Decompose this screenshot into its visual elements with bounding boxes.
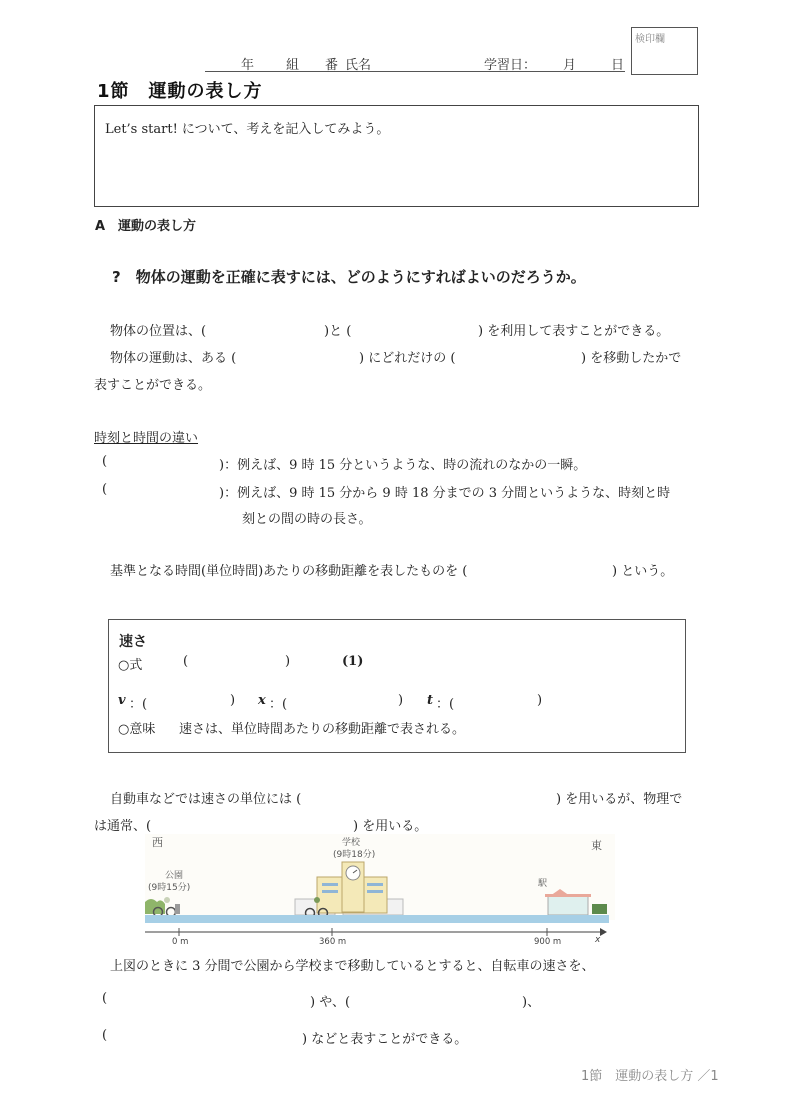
station-label: 駅 bbox=[538, 879, 548, 889]
speed-def-text-a: 基準となる時間(単位時間)あたりの移動距離を表したものを ( bbox=[110, 564, 468, 579]
time-row2-cont: 刻との間の時の長さ。 bbox=[242, 512, 372, 527]
units-text-2b: ) を用いる。 bbox=[353, 819, 428, 834]
time-row2-text: )：例えば、9 時 15 分から 9 時 18 分までの 3 分間というような、時刻と時 bbox=[219, 486, 671, 501]
meaning-label: ○意味 bbox=[118, 722, 156, 737]
time-section-heading: 時刻と時間の違い bbox=[94, 431, 199, 446]
motion-text-2c: ) を移動したかで bbox=[581, 351, 682, 366]
question-heading: ? 物体の運動を正確に表すには、どのようにすればよいのだろうか。 bbox=[112, 268, 586, 286]
time-row2-open: ( bbox=[102, 482, 108, 497]
formula-close: ) bbox=[285, 654, 291, 669]
stamp-label: 検印欄 bbox=[635, 34, 665, 45]
example-text-3b: ) などと表すことができる。 bbox=[302, 1032, 468, 1047]
units-text-1b: ) を用いるが、物理で bbox=[556, 792, 683, 807]
park-time: (9時15分) bbox=[148, 883, 191, 893]
x-axis-arrow-icon bbox=[600, 928, 607, 936]
speed-box-title: 速さ bbox=[119, 634, 147, 650]
school-label: 学校 bbox=[342, 838, 361, 848]
page-footer: 1節 運動の表し方 ／1 bbox=[581, 1069, 719, 1084]
x-symbol: x bbox=[258, 693, 266, 708]
axis-label-x: x bbox=[595, 935, 601, 945]
speed-definition-box bbox=[108, 619, 686, 753]
year-label: 年 bbox=[241, 58, 255, 73]
position-text-1b: )と ( bbox=[324, 324, 352, 339]
t-open: ：( bbox=[436, 697, 455, 712]
x-close: ) bbox=[398, 693, 404, 708]
v-open: ：( bbox=[129, 697, 148, 712]
example-text-2c: )、 bbox=[522, 995, 541, 1010]
motion-text-3: 表すことができる。 bbox=[94, 378, 212, 393]
tick-label-360: 360 m bbox=[319, 937, 347, 946]
month-label: 月 bbox=[563, 58, 577, 73]
park-label: 公園 bbox=[165, 871, 184, 881]
motion-text-2a: 物体の運動は、ある ( bbox=[110, 351, 237, 366]
example-text-2a: ( bbox=[102, 991, 108, 1006]
tick-label-0: 0 m bbox=[172, 937, 189, 946]
motion-figure bbox=[145, 834, 615, 946]
speed-def-text-b: ) という。 bbox=[612, 564, 674, 579]
header-underline bbox=[205, 71, 625, 72]
lets-start-prompt: Let’s start! について、考えを記入してみよう。 bbox=[105, 122, 390, 137]
section-a-heading: A 運動の表し方 bbox=[95, 219, 197, 234]
road bbox=[145, 915, 609, 923]
t-symbol: t bbox=[427, 693, 434, 708]
units-text-2a: は通常、( bbox=[94, 819, 152, 834]
position-text-1a: 物体の位置は、( bbox=[110, 324, 207, 339]
formula-open: ( bbox=[183, 654, 189, 669]
v-close: ) bbox=[230, 693, 236, 708]
meaning-text: 速さは、単位時間あたりの移動距離で表される。 bbox=[179, 722, 466, 737]
position-text-1c: ) を利用して表すことができる。 bbox=[478, 324, 670, 339]
day-label: 日 bbox=[611, 58, 625, 73]
lets-start-box[interactable] bbox=[94, 105, 699, 207]
stamp-box bbox=[631, 27, 698, 75]
class-label: 組 bbox=[286, 58, 300, 73]
motion-text-2b: ) にどれだけの ( bbox=[359, 351, 456, 366]
time-row1-text: )：例えば、9 時 15 分というような、時の流れのなかの一瞬。 bbox=[219, 458, 587, 473]
west-label: 西 bbox=[152, 836, 163, 849]
units-text-1a: 自動車などでは速さの単位には ( bbox=[110, 792, 302, 807]
school-time: (9時18分) bbox=[333, 850, 376, 860]
example-text-2b: ) や、( bbox=[310, 995, 351, 1010]
formula-number: (1) bbox=[342, 654, 364, 669]
tick-label-900: 900 m bbox=[534, 937, 562, 946]
x-open: ：( bbox=[269, 697, 288, 712]
number-label: 番 bbox=[325, 58, 339, 73]
name-label: 氏名 bbox=[345, 58, 372, 73]
formula-label: ○式 bbox=[118, 658, 143, 673]
study-date-label: 学習日： bbox=[484, 58, 537, 73]
v-symbol: v bbox=[118, 693, 126, 708]
east-label: 東 bbox=[591, 839, 602, 852]
example-text-1: 上図のときに 3 分間で公園から学校まで移動しているとすると、自転車の速さを、 bbox=[110, 959, 595, 974]
example-text-3a: ( bbox=[102, 1028, 108, 1043]
page-title: 1節 運動の表し方 bbox=[97, 81, 263, 102]
time-row1-open: ( bbox=[102, 454, 108, 469]
t-close: ) bbox=[537, 693, 543, 708]
